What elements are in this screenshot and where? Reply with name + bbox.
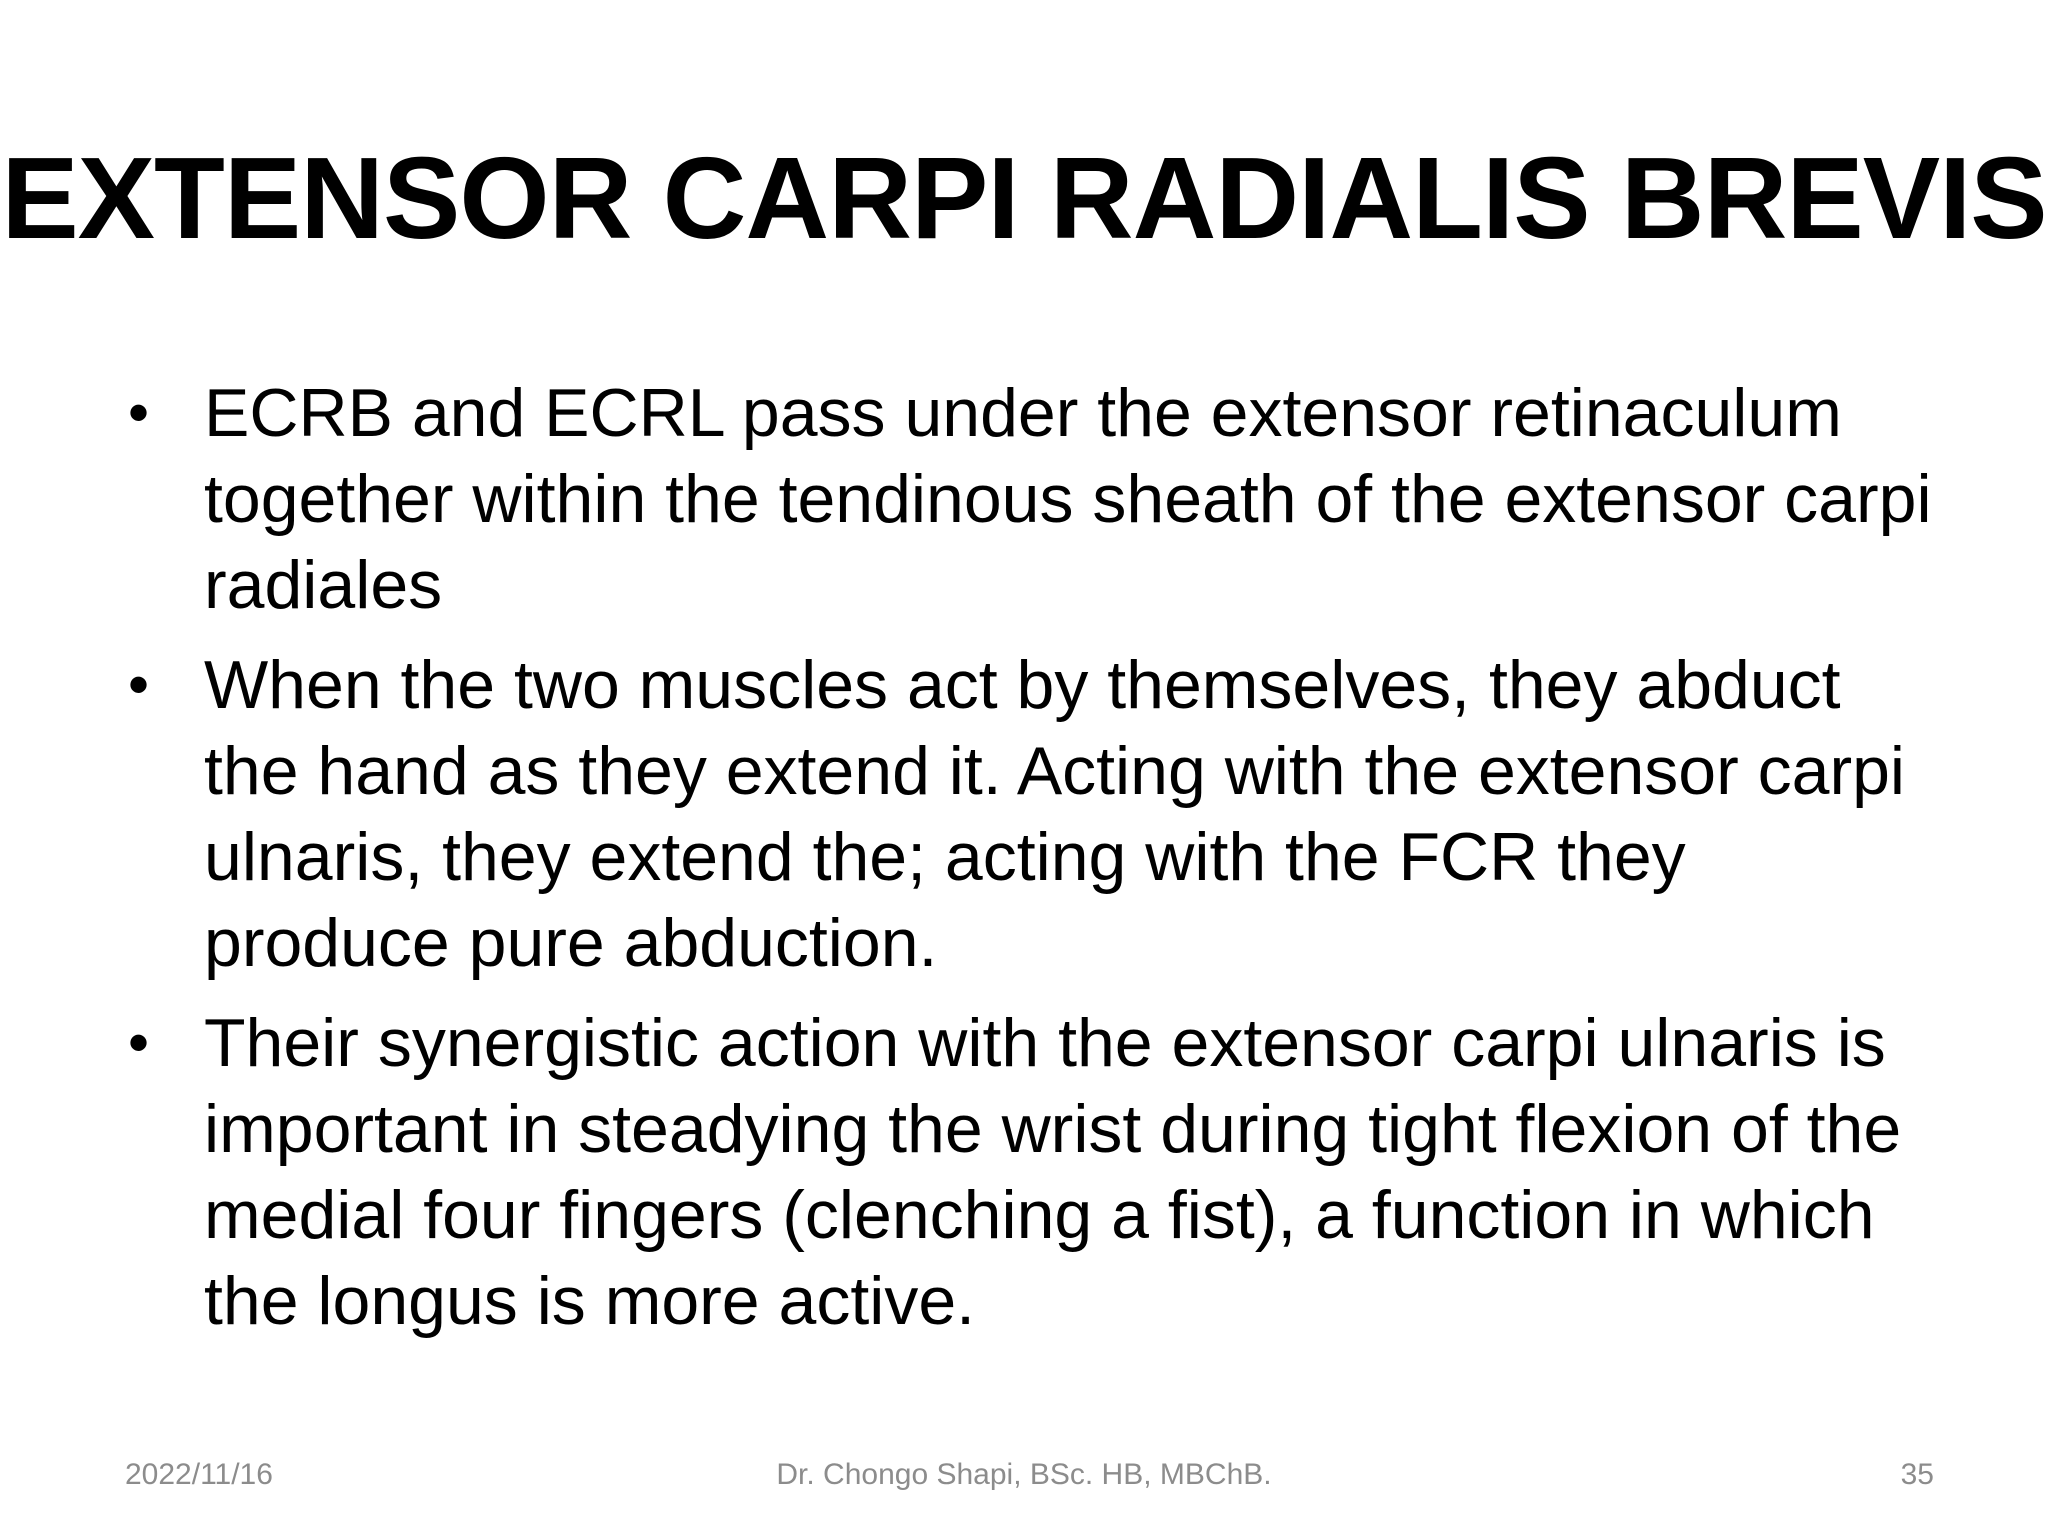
bullet-item — [128, 1000, 1938, 1344]
footer-date: 2022/11/16 — [125, 1458, 273, 1491]
bullet-icon: • — [128, 379, 150, 446]
bullet-text: Their synergistic action with the extensor carpi ulnaris is important in steadying the wrist during tight flexion of the medial four fingers (clenching a fist), a function in which the longus is more active. — [204, 1005, 1902, 1339]
bullet-text: ECRB and ECRL pass under the extensor retinaculum together within the tendinous sheath of the extensor carpi radiales — [204, 375, 1932, 623]
slide-title: EXTENSOR CARPI RADIALIS BREVIS — [1, 133, 2047, 263]
bullet-icon: • — [128, 651, 150, 718]
bullet-item — [128, 370, 1938, 628]
bullet-text: When the two muscles act by themselves, they abduct the hand as they extend it. Acting with the extensor carpi ulnaris, they extend the; acting with the FCR they produce pure abduction. — [204, 647, 1906, 981]
footer-author: Dr. Chongo Shapi, BSc. HB, MBChB. — [776, 1458, 1272, 1491]
bullet-item — [128, 642, 1938, 986]
footer-page-number: 35 — [1900, 1458, 1934, 1491]
bullet-icon: • — [128, 1009, 150, 1076]
bullet-list — [128, 370, 1938, 1358]
